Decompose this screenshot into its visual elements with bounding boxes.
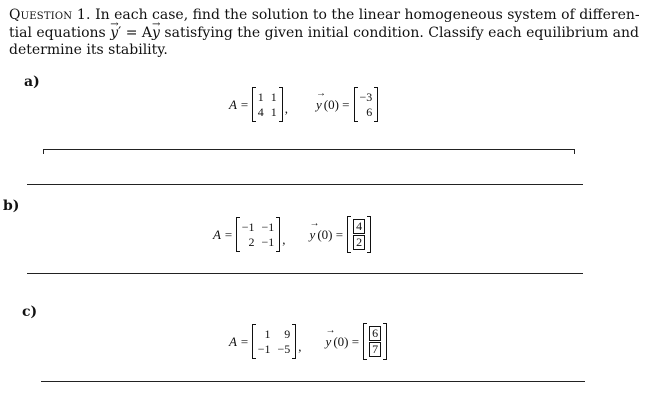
equation-mid: = A [125,24,153,41]
y-vector: → y [110,25,118,43]
matrix-cell: −5 [277,342,291,356]
A-equals: A = [229,96,249,112]
matrix-cell: 2 [248,235,255,249]
separator-tick [43,149,44,154]
matrix-cell: 1 [264,327,271,341]
part-c-label: c) [22,304,38,320]
part-a-label: a) [24,74,40,90]
question-text-line2-pre: tial equations [9,24,106,41]
comma: , [282,232,286,247]
A-equals: A = [213,226,233,242]
question-label: Question 1. [9,7,91,23]
separator-line [27,273,583,274]
question-line-2 [9,25,649,43]
vector-cell: −3 [359,90,373,104]
y0-equals: (0) = [333,333,360,349]
y0-equals: (0) = [323,96,350,112]
vector-cell: 7 [369,342,381,357]
part-c-matrix [252,325,297,358]
question-line-1 [9,7,649,25]
y0-equals: (0) = [317,226,344,242]
separator-line [41,381,585,382]
separator-tick [574,149,575,154]
part-a-matrix [252,88,283,121]
matrix-cell: −1 [261,235,275,249]
matrix-cell: 4 [257,105,264,119]
question-line-3: determine its stability. [9,42,168,58]
vector-cell: 2 [353,235,365,250]
vector-cell: 4 [353,219,365,234]
vector-cell: 6 [366,105,373,119]
matrix-cell: 1 [270,105,277,119]
y-vector: → y [310,227,316,243]
y-vector: → y [326,334,332,350]
comma: , [298,339,302,354]
matrix-cell: −1 [257,342,271,356]
part-b-equation [213,217,371,252]
y-vector: → y [152,25,160,43]
part-b-label: b) [3,198,20,214]
matrix-cell: 1 [257,90,264,104]
A-equals: A = [229,333,249,349]
vector-cell: 6 [369,326,381,341]
matrix-cell: −1 [241,220,255,234]
matrix-cell: −1 [261,220,275,234]
part-a-initial-vector [354,88,379,121]
y-vector: → y [316,97,322,113]
part-c-initial-vector [363,324,387,359]
separator-line [27,184,583,185]
matrix-cell: 1 [270,90,277,104]
part-a-equation [229,88,378,121]
prime-symbol: ′ [118,24,122,41]
part-b-matrix [236,218,281,251]
separator-line [43,149,575,150]
part-b-initial-vector [347,217,371,252]
part-c-equation [229,324,387,359]
comma: , [284,101,288,116]
question-text-line2-post: satisfying the given initial condition. Classify each equilibrium and [164,24,639,41]
question-text-line1: In each case, find the solution to the linear homogeneous system of differen- [95,7,640,23]
matrix-cell: 9 [284,327,291,341]
question-text [9,7,649,60]
